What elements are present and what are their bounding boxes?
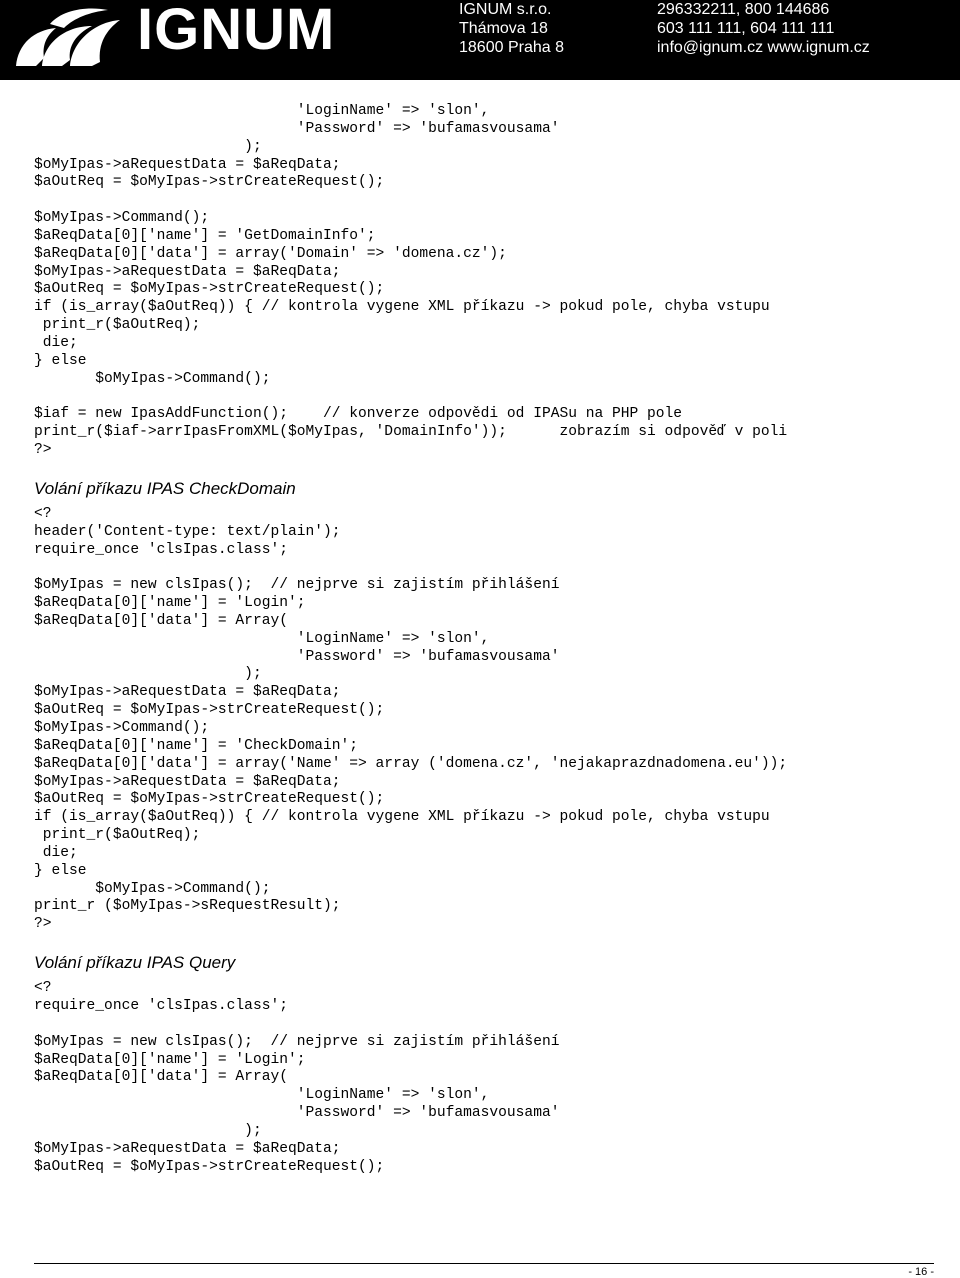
phone-numbers: 296332211, 800 144686	[657, 1, 830, 18]
code-block-query: <? require_once 'clsIpas.class'; $oMyIpas = new clsIpas(); // nejprve si zajistím přihlášení $aReqData[0]['name'] = 'Login'; $aReqData[0]['data'] = Array( 'LoginName' => 'slon', 'Password' => 'bufamasvousama' ); $oMyIpas->aRequestData = $aReqData; $aOutReq = $oMyIpas->strCreateRequest();	[34, 980, 560, 1175]
company-city: 18600 Praha 8	[459, 39, 564, 56]
company-address	[459, 0, 564, 57]
section-heading-query: Volání příkazu IPAS Query	[34, 953, 236, 973]
company-contacts	[657, 0, 870, 57]
document-body	[34, 103, 934, 1176]
company-name: IGNUM s.r.o.	[459, 1, 552, 18]
ignum-flame-logo-icon	[12, 4, 124, 68]
footer-divider	[34, 1263, 934, 1264]
page-number: - 16 -	[908, 1266, 934, 1278]
letterhead-bar	[0, 0, 960, 80]
company-logo-text: IGNUM	[137, 0, 336, 62]
code-block-checkdomain: <? header('Content-type: text/plain'); require_once 'clsIpas.class'; $oMyIpas = new clsIpas(); // nejprve si zajistím přihlášení $aReqData[0]['name'] = 'Login'; $aReqData[0]['data'] = Array( 'LoginName' => 'slon', 'Password' => 'bufamasvousama' ); $oMyIpas->aRequestData = $aReqData; $aOutReq = $oMyIpas->strCreateRequest(); $oMyIpas->Command(); $aReqData[0]['name'] = 'CheckDomain'; $aReqData[0]['data'] = array('Name' => array ('domena.cz', 'nejakaprazdnadomena.eu')); $oMyIpas->aRequestData = $aReqData; $aOutReq = $oMyIpas->strCreateRequest(); if (is_array($aOutReq)) { // kontrola vygene XML příkazu -> pokud pole, chyba vstupu print_r($aOutReq); die; } else $oMyIpas->Command(); print_r ($oMyIpas->sRequestResult); ?>	[34, 505, 788, 933]
mobile-numbers: 603 111 111, 604 111 111	[657, 20, 835, 37]
code-block-getdomaininfo: 'LoginName' => 'slon', 'Password' => 'bufamasvousama' ); $oMyIpas->aRequestData = $aReqData; $aOutReq = $oMyIpas->strCreateRequest(); $oMyIpas->Command(); $aReqData[0]['name'] = 'GetDomainInfo'; $aReqData[0]['data'] = array('Domain' => 'domena.cz'); $oMyIpas->aRequestData = $aReqData; $aOutReq = $oMyIpas->strCreateRequest(); if (is_array($aOutReq)) { // kontrola vygene XML příkazu -> pokud pole, chyba vstupu print_r($aOutReq); die; } else $oMyIpas->Command(); $iaf = new IpasAddFunction(); // konverze odpovědi od IPASu na PHP pole print_r($iaf->arrIpasFromXML($oMyIpas, 'DomainInfo')); zobrazím si odpověď v poli ?>	[34, 103, 788, 459]
company-street: Thámova 18	[459, 20, 548, 37]
email-and-website: info@ignum.cz www.ignum.cz	[657, 39, 870, 56]
section-heading-checkdomain: Volání příkazu IPAS CheckDomain	[34, 478, 296, 498]
